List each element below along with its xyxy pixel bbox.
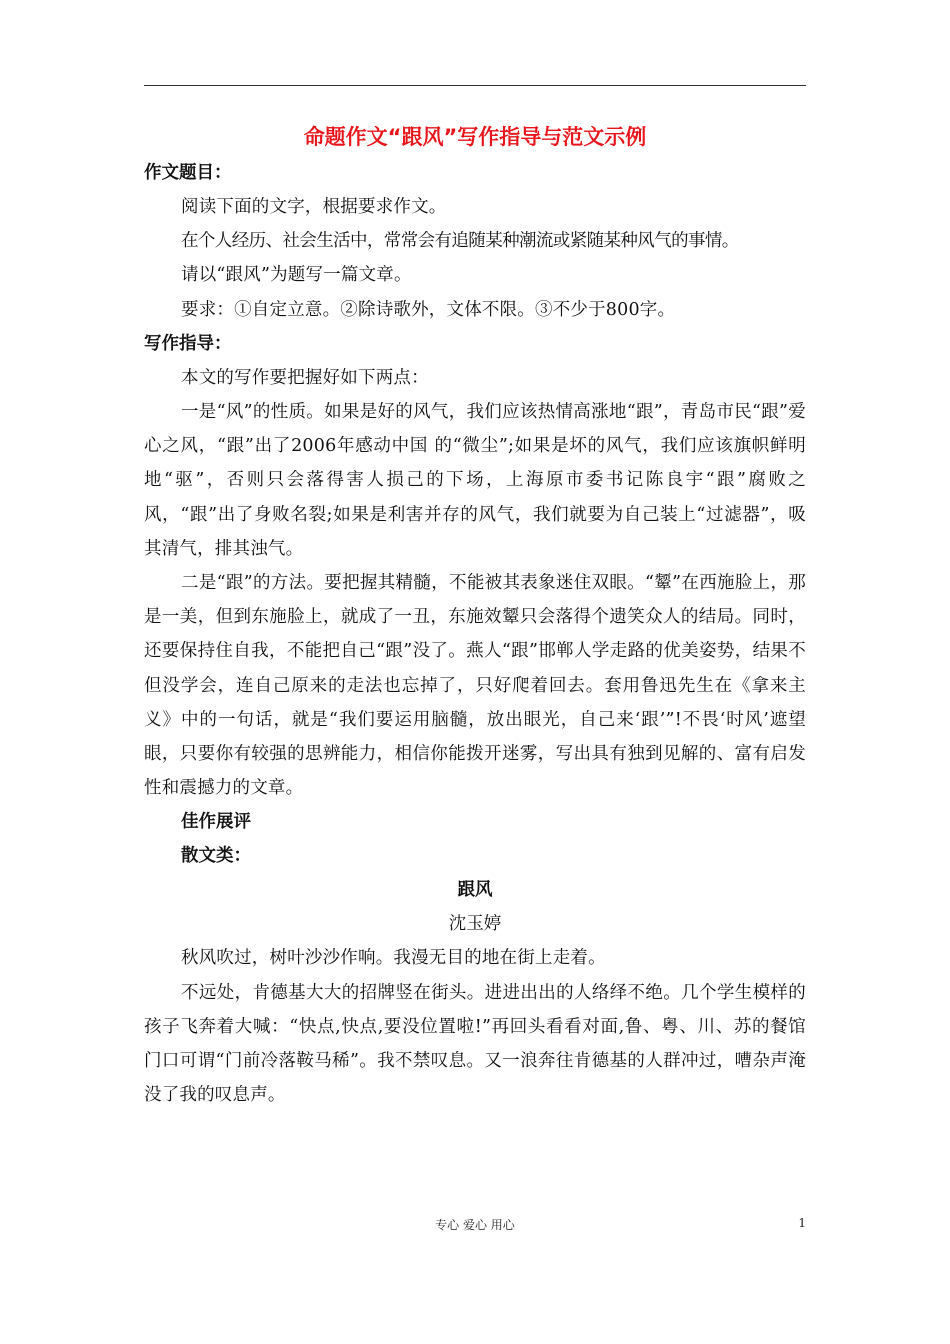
guidance-heading: 写作指导： xyxy=(144,333,232,354)
document-body xyxy=(144,118,806,1112)
essay-paragraph: 秋风吹过，树叶沙沙作响。我漫无目的地在街上走着。 xyxy=(181,948,606,969)
page-number: 1 xyxy=(798,1216,806,1230)
showcase-heading: 佳作展评 xyxy=(181,812,251,833)
essay-paragraph: 不远处，肯德基大大的招牌竖在街头。进进出出的人络绎不绝。几个学生模样的孩子飞奔着大喊：“快点,快点,要没位置啦!”再回头看看对面,鲁、粤、川、苏的餐馆门口可谓“门前冷落鞍马稀”。我不禁叹息。又一浪奔往肯德基的人群冲过，嘈杂声淹没了我的叹息声。 xyxy=(144,982,806,1106)
guidance-paragraph: 二是“跟”的方法。要把握其精髓，不能被其表象迷住双眼。“颦”在西施脸上，那是一美，但到东施脸上，就成了一丑，东施效颦只会落得个遗笑众人的结局。同时，还要保持住自我，不能把自己“跟”没了。燕人“跟”邯郸人学走路的优美姿势，结果不但没学会，连自己原来的走法也忘掉了，只好爬着回去。套用鲁迅先生在《拿来主义》中的一句话，就是“我们要运用脑髓，放出眼光，自己来‘跟’”!不畏‘时风’遮望眼，只要你有较强的思辨能力，相信你能拨开迷雾，写出具有独到见解的、富有启发性和震撼力的文章。 xyxy=(144,573,806,799)
category-heading: 散文类： xyxy=(181,846,251,867)
topic-paragraph: 要求：①自定立意。②除诗歌外，文体不限。③不少于800字。 xyxy=(181,299,676,320)
essay-title: 跟风 xyxy=(457,880,493,901)
topic-paragraph: 请以“跟风”为题写一篇文章。 xyxy=(181,265,412,286)
footer-motto: 专心 爱心 用心 xyxy=(435,1218,515,1232)
guidance-paragraph: 本文的写作要把握好如下两点： xyxy=(181,367,429,388)
document-title: 命题作文“跟风”写作指导与范文示例 xyxy=(303,125,647,149)
header-rule xyxy=(144,85,806,86)
guidance-paragraph: 一是“风”的性质。如果是好的风气，我们应该热情高涨地“跟”，青岛市民“跟”爱心之风，“跟”出了2006年感动中国 的“微尘”;如果是坏的风气，我们应该旗帜鲜明地“驱”，否则只会落得害人损己的下场，上海原市委书记陈良宇“跟”腐败之风，“跟”出了身败名裂;如果是利害并存的风气，我们就要为自己装上“过滤器”，吸其清气，排其浊气。 xyxy=(144,402,806,559)
essay-author: 沈玉婷 xyxy=(448,914,502,935)
topic-paragraph: 在个人经历、社会生活中，常常会有追随某种潮流或紧随某种风气的事情。 xyxy=(181,231,739,252)
topic-heading: 作文题目： xyxy=(144,163,232,183)
topic-paragraph: 阅读下面的文字，根据要求作文。 xyxy=(181,197,447,217)
